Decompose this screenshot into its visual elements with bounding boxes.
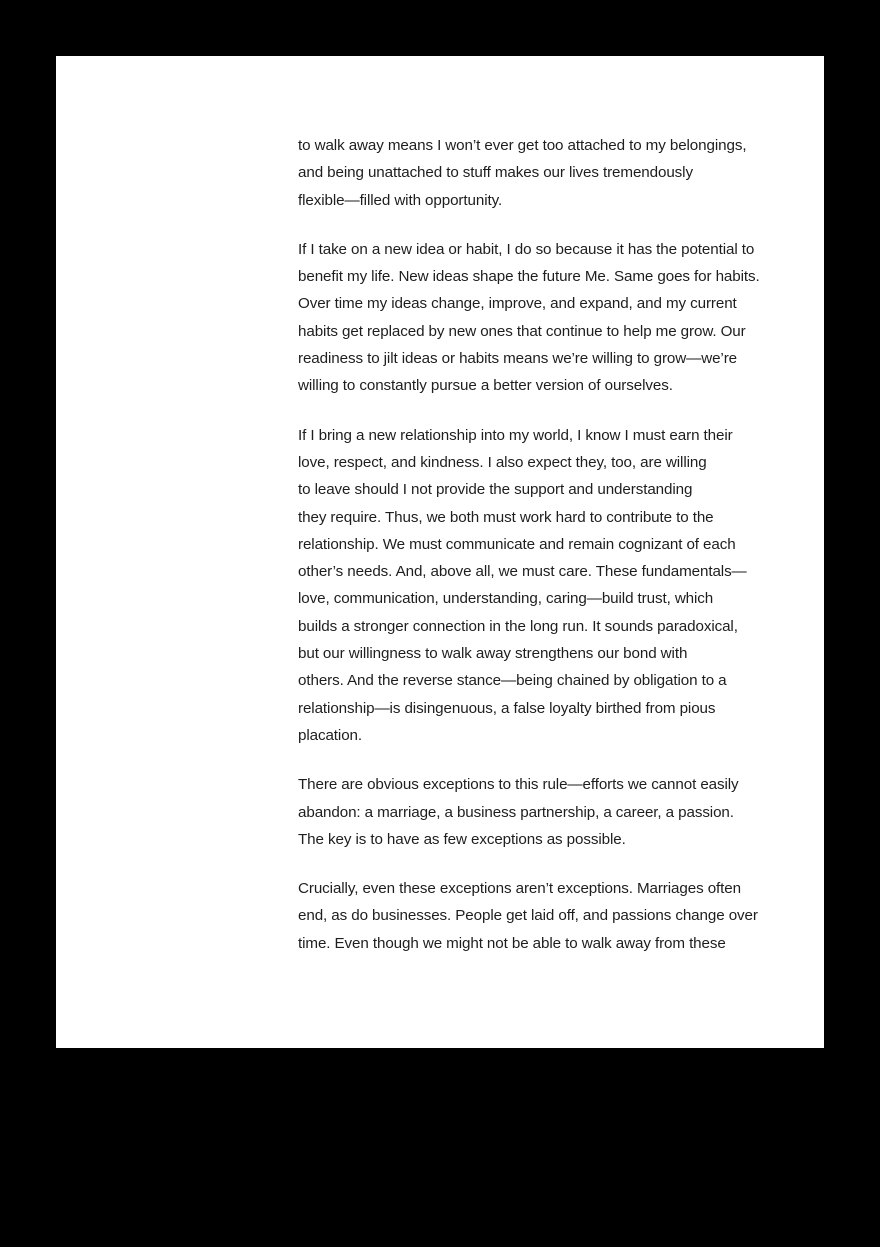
page-body-text xyxy=(298,132,768,979)
paragraph-5 xyxy=(298,875,768,957)
text-line: placation. xyxy=(298,726,363,744)
text-line: and being unattached to stuff makes our lives tremendously xyxy=(298,164,693,182)
text-line: but our willingness to walk away strengthens our bond with xyxy=(298,645,688,663)
text-line: There are obvious exceptions to this rule—efforts we cannot easily xyxy=(298,776,739,794)
paragraph-4 xyxy=(298,771,768,853)
text-line: relationship—is disingenuous, a false loyalty birthed from pious xyxy=(298,699,716,717)
text-line: love, communication, understanding, caring—build trust, which xyxy=(298,590,714,608)
text-line: to leave should I not provide the support and understanding xyxy=(298,481,693,499)
paragraph-1 xyxy=(298,132,768,214)
text-line: to walk away means I won’t ever get too attached to my belongings, xyxy=(298,137,747,154)
text-line: willing to constantly pursue a better version of ourselves. xyxy=(298,377,673,395)
text-line: builds a stronger connection in the long run. It sounds paradoxical, xyxy=(298,617,738,635)
text-line: they require. Thus, we both must work hard to contribute to the xyxy=(298,508,714,526)
text-line: The key is to have as few exceptions as possible. xyxy=(298,830,626,848)
paragraph-3 xyxy=(298,422,768,750)
text-line: If I take on a new idea or habit, I do so because it has the potential to xyxy=(298,240,755,258)
text-line: love, respect, and kindness. I also expect they, too, are willing xyxy=(298,453,707,471)
document-page xyxy=(56,56,824,1048)
text-line: others. And the reverse stance—being chained by obligation to a xyxy=(298,672,727,690)
text-line: habits get replaced by new ones that continue to help me grow. Our xyxy=(298,322,746,340)
text-line: other’s needs. And, above all, we must care. These fundamentals— xyxy=(298,563,747,581)
text-line: Over time my ideas change, improve, and expand, and my current xyxy=(298,295,737,313)
text-line: benefit my life. New ideas shape the future Me. Same goes for habits. xyxy=(298,268,760,286)
text-line: time. Even though we might not be able to walk away from these xyxy=(298,934,726,952)
text-line: If I bring a new relationship into my world, I know I must earn their xyxy=(298,426,733,444)
text-line: flexible—filled with opportunity. xyxy=(298,191,503,209)
text-line: readiness to jilt ideas or habits means we’re willing to grow—we’re xyxy=(298,350,737,368)
text-line: relationship. We must communicate and remain cognizant of each xyxy=(298,535,736,553)
text-line: abandon: a marriage, a business partnership, a career, a passion. xyxy=(298,803,734,821)
text-line: end, as do businesses. People get laid off, and passions change over xyxy=(298,907,758,925)
text-line: Crucially, even these exceptions aren’t exceptions. Marriages often xyxy=(298,880,741,898)
paragraph-2 xyxy=(298,236,768,400)
